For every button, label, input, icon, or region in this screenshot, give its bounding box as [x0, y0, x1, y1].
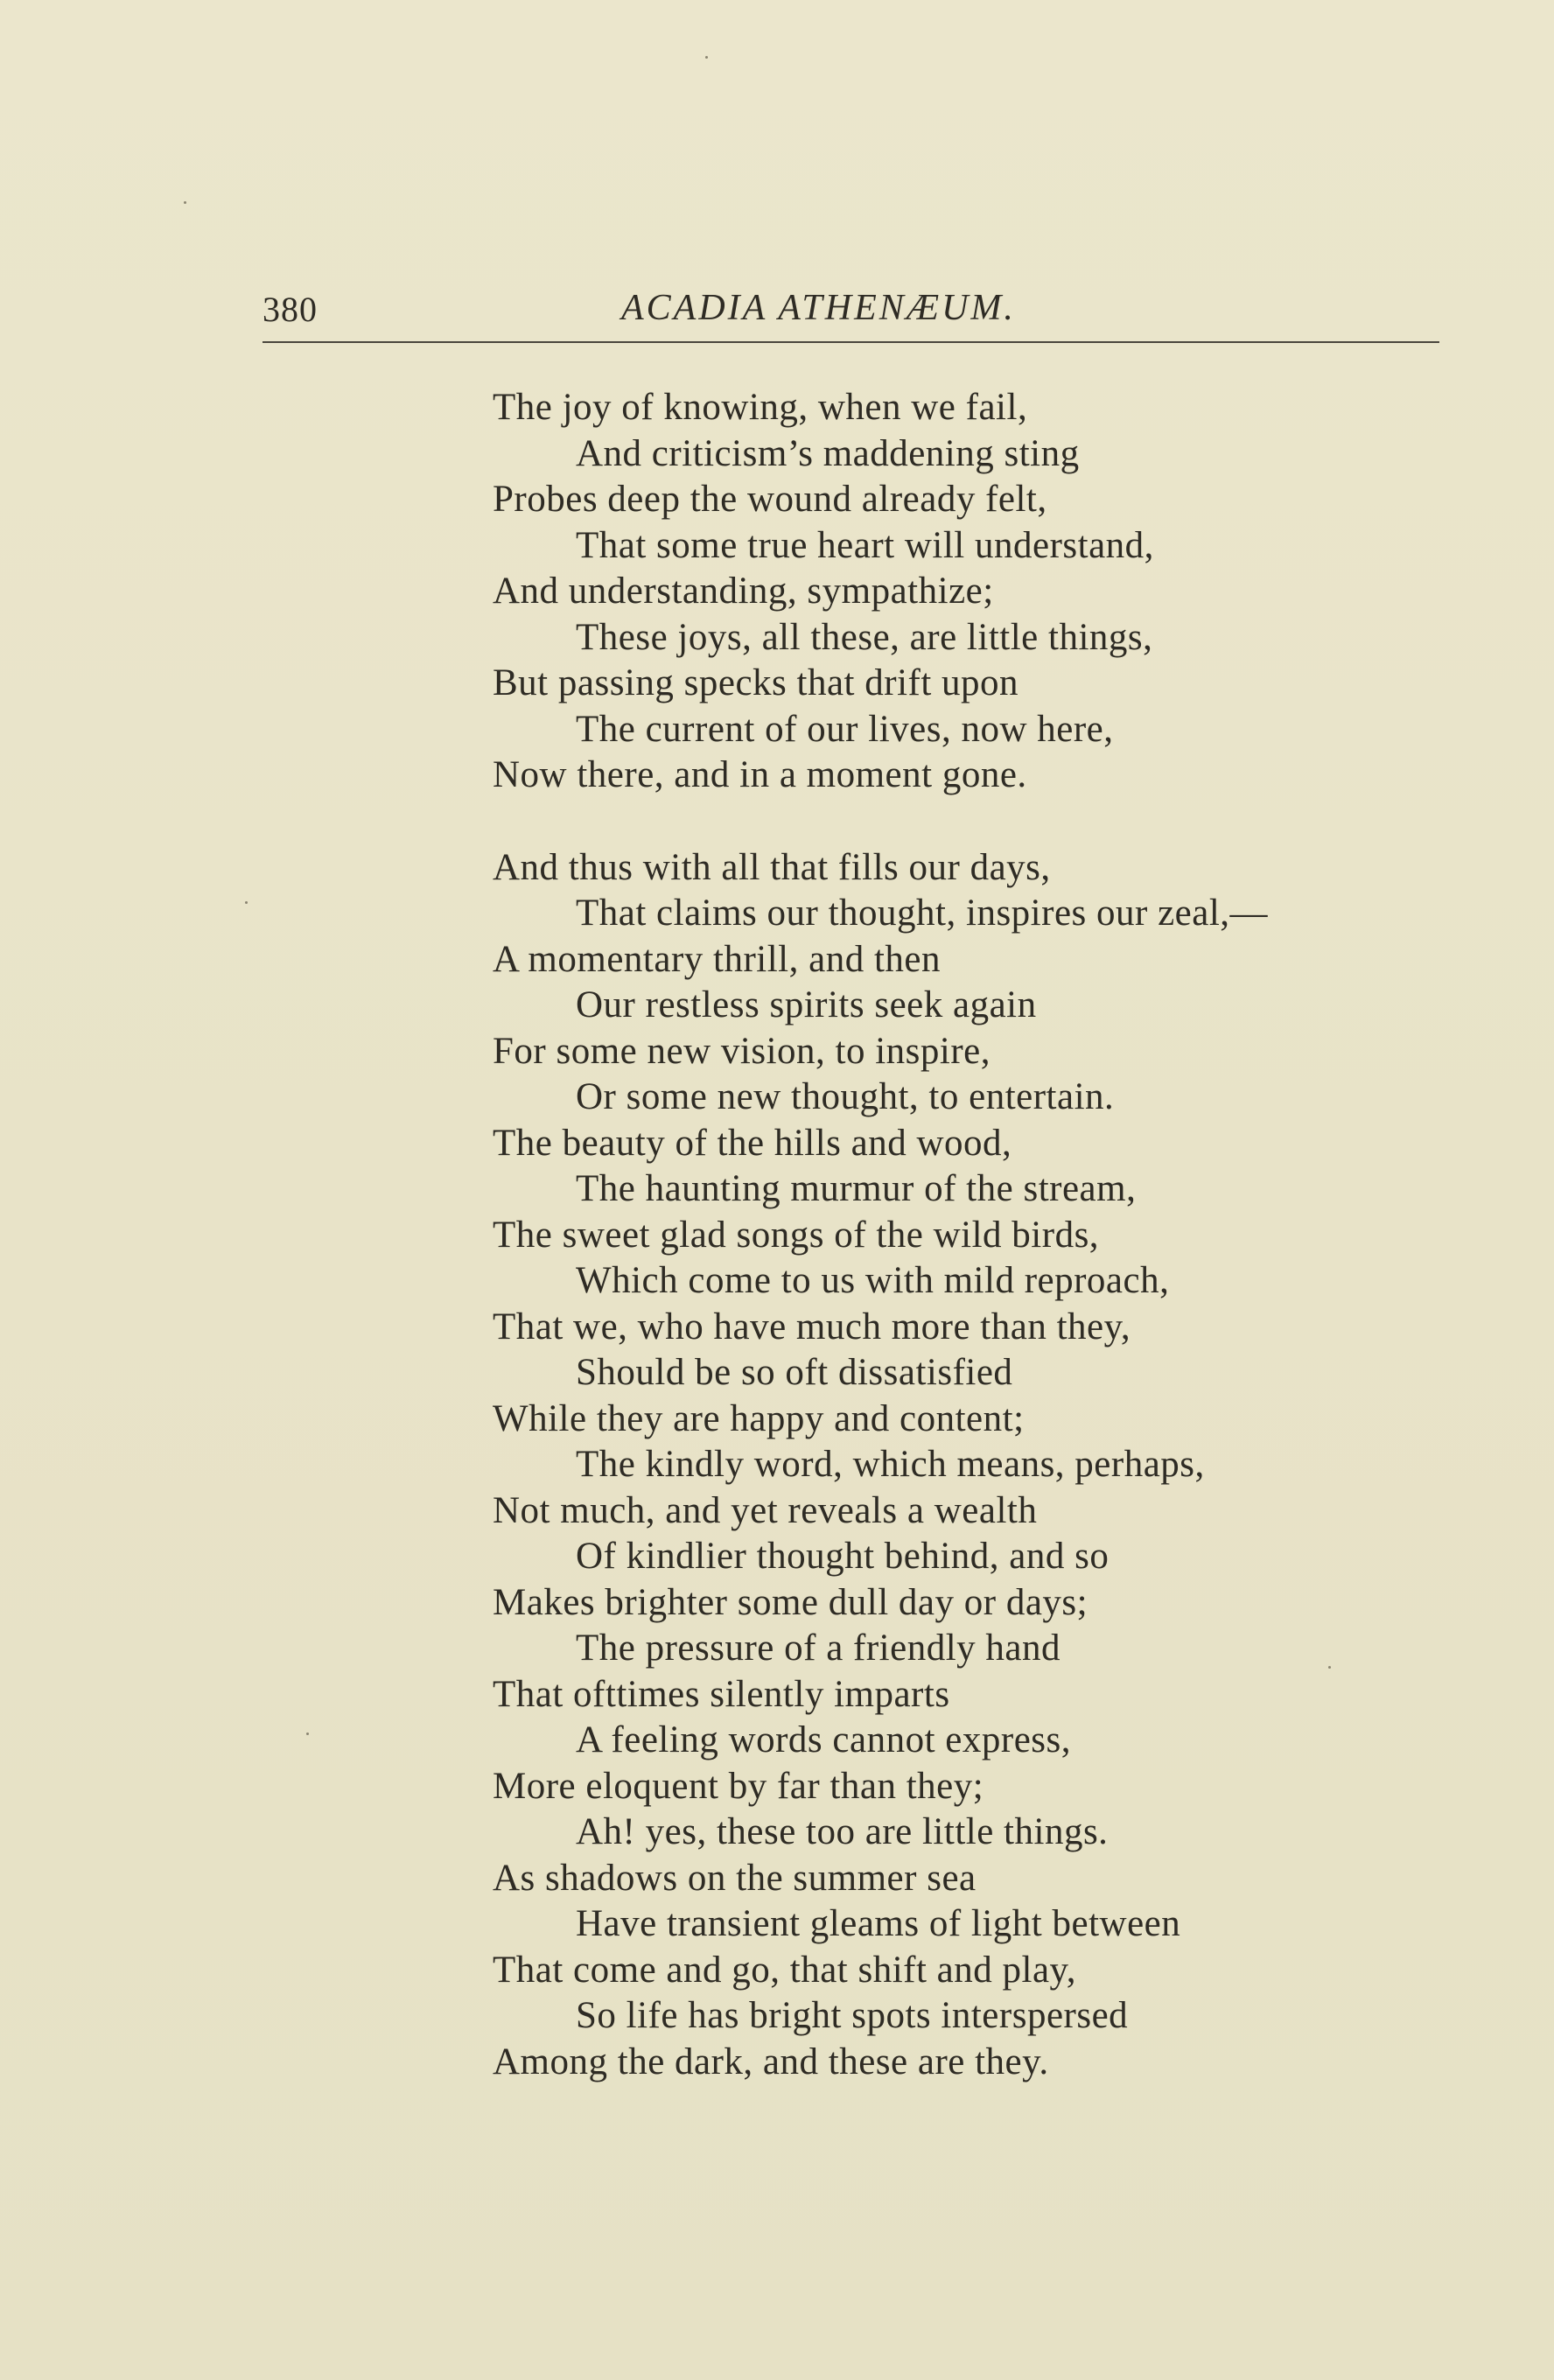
poem-line: The beauty of the hills and wood,	[493, 1122, 1012, 1164]
poem-line: That we, who have much more than they,	[493, 1306, 1131, 1348]
poem-line: The joy of knowing, when we fail,	[493, 387, 1028, 428]
poem-line: That some true heart will understand,	[576, 524, 1154, 566]
poem-line: So life has bright spots interspersed	[576, 1995, 1129, 2036]
paper-speck	[1328, 1666, 1331, 1669]
poem-line: Of kindlier thought behind, and so	[576, 1536, 1110, 1577]
poem-line: Have transient gleams of light between	[576, 1903, 1181, 1944]
header-rule	[262, 341, 1439, 343]
poem-line: Makes brighter some dull day or days;	[493, 1581, 1088, 1623]
poem-line: The sweet glad songs of the wild birds,	[493, 1214, 1100, 1256]
poem-line: That claims our thought, inspires our zeal,—	[576, 892, 1269, 934]
poem-line: A feeling words cannot express,	[576, 1719, 1071, 1760]
poem-line: As shadows on the summer sea	[493, 1857, 976, 1899]
poem-line: Our restless spirits seek again	[576, 984, 1037, 1026]
poem-line: Or some new thought, to entertain.	[576, 1076, 1115, 1117]
poem-line: Now there, and in a moment gone.	[493, 754, 1027, 795]
stanza	[493, 845, 1455, 2086]
running-header	[262, 280, 1439, 341]
poem-line: Should be so oft dissatisfied	[576, 1352, 1013, 1393]
poem-line: While they are happy and content;	[493, 1397, 1025, 1439]
poem-line: Probes deep the wound already felt,	[493, 479, 1047, 520]
poem-line: And thus with all that fills our days,	[493, 846, 1051, 888]
poem-line: The current of our lives, now here,	[576, 708, 1114, 750]
poem-line: That come and go, that shift and play,	[493, 1949, 1077, 1991]
stanza	[493, 385, 1455, 799]
poem-line: That ofttimes silently imparts	[493, 1673, 950, 1715]
poem-line: And criticism’s maddening sting	[576, 432, 1080, 474]
poem-line: These joys, all these, are little things,	[576, 616, 1153, 658]
paper-speck	[245, 901, 248, 904]
poem-line: And understanding, sympathize;	[493, 570, 994, 612]
poem-line: But passing specks that drift upon	[493, 662, 1019, 704]
paper-speck	[306, 1732, 309, 1735]
poem-line: Ah! yes, these too are little things.	[576, 1811, 1109, 1852]
page-number: 380	[262, 290, 318, 329]
poem-line: The haunting murmur of the stream,	[576, 1168, 1137, 1209]
poem-line: For some new vision, to inspire,	[493, 1030, 990, 1072]
paper-speck	[184, 201, 186, 204]
poem	[493, 385, 1455, 2085]
poem-line: More eloquent by far than they;	[493, 1765, 984, 1807]
poem-line: The kindly word, which means, perhaps,	[576, 1444, 1205, 1485]
poem-line: Among the dark, and these are they.	[493, 2040, 1049, 2082]
poem-line: A momentary thrill, and then	[493, 938, 941, 980]
poem-line: The pressure of a friendly hand	[576, 1628, 1060, 1669]
paper-speck	[705, 56, 708, 59]
poem-line: Not much, and yet reveals a wealth	[493, 1489, 1038, 1531]
journal-title: ACADIA ATHENÆUM.	[621, 288, 1016, 328]
poem-line: Which come to us with mild reproach,	[576, 1260, 1170, 1301]
